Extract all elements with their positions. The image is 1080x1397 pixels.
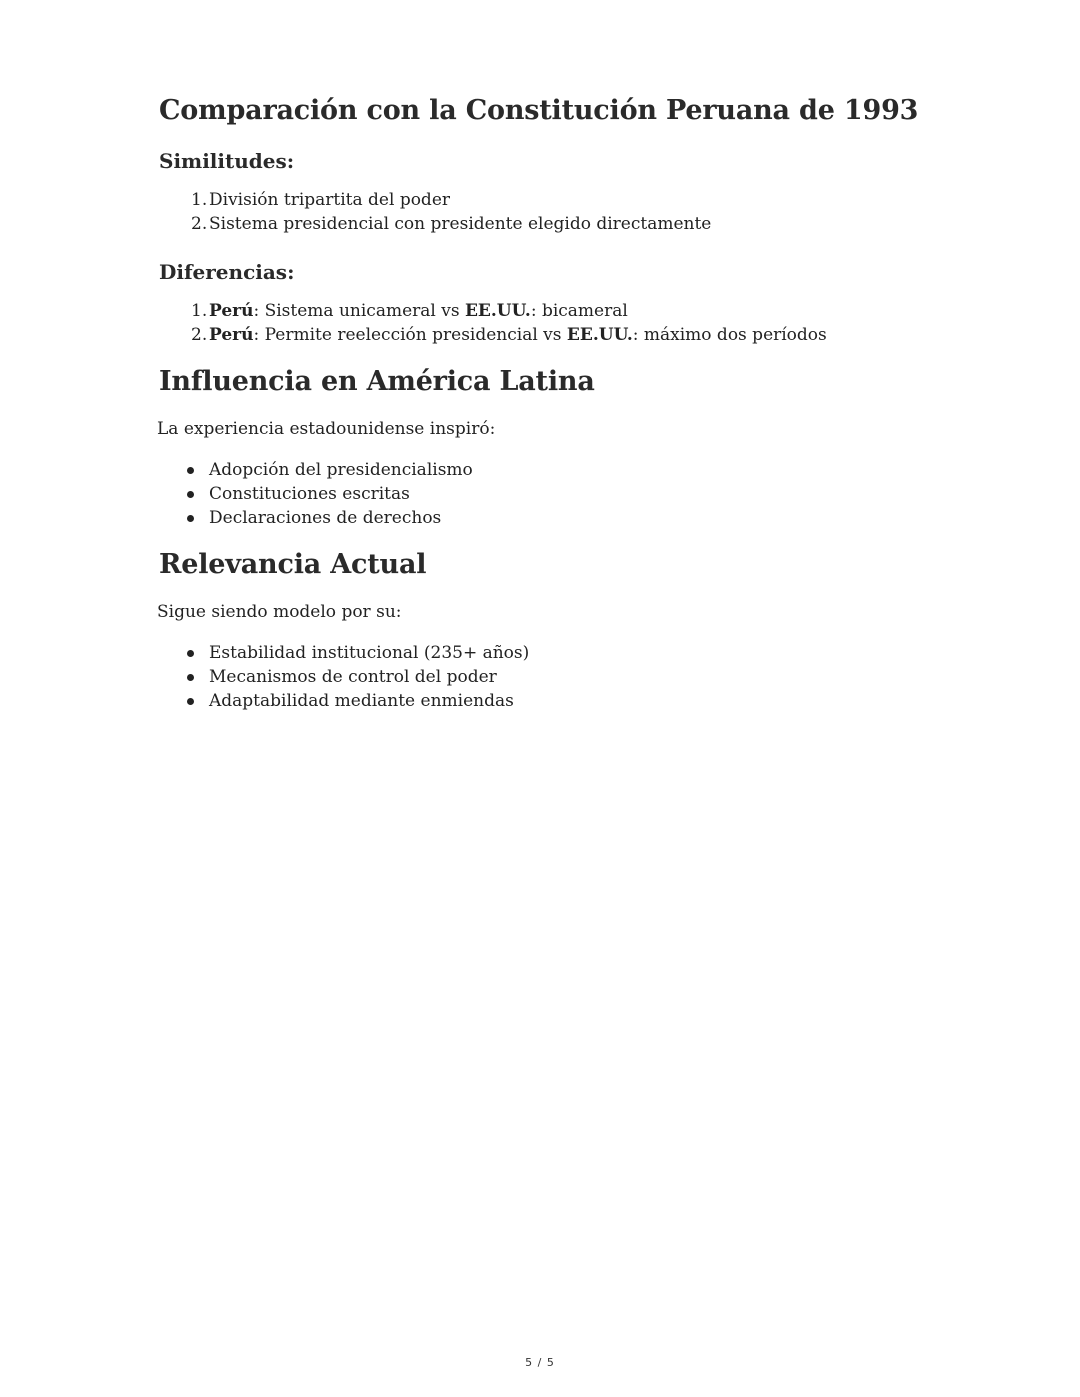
list-item — [157, 188, 997, 212]
bullet-icon — [187, 650, 194, 657]
list-item — [157, 212, 997, 236]
list-item — [157, 689, 997, 713]
bullet-icon — [187, 491, 194, 498]
section-title-comparacion: Comparación con la Constitución Peruana de 1993 — [159, 95, 919, 126]
list-item-text: : máximo dos períodos — [632, 325, 827, 345]
list-item-text: Adaptabilidad mediante enmiendas — [209, 691, 514, 711]
bold-term-peru: Perú — [209, 325, 254, 345]
list-item — [157, 506, 997, 530]
page-number: 5 / 5 — [525, 1356, 555, 1369]
document-content — [157, 92, 997, 713]
bold-term-peru: Perú — [209, 301, 254, 321]
paragraph-influencia: La experiencia estadounidense inspiró: — [157, 419, 496, 439]
bold-term-eeuu: EE.UU. — [464, 301, 531, 321]
list-item — [157, 482, 997, 506]
list-item-text: Sistema presidencial con presidente elegido directamente — [209, 214, 712, 234]
list-item — [157, 641, 997, 665]
bold-term-eeuu: EE.UU. — [566, 325, 633, 345]
list-number: 1. — [191, 301, 208, 321]
influencia-list — [157, 458, 997, 530]
subheading-similitudes: Similitudes: — [159, 149, 295, 173]
list-number: 2. — [191, 214, 208, 234]
relevancia-list — [157, 641, 997, 713]
list-item-text: Constituciones escritas — [209, 484, 410, 504]
list-item — [157, 665, 997, 689]
diferencias-list — [157, 299, 997, 347]
list-item-text: : Sistema unicameral vs — [253, 301, 465, 321]
section-title-relevancia: Relevancia Actual — [159, 549, 427, 580]
subheading-diferencias: Diferencias: — [159, 260, 295, 284]
list-item — [157, 299, 997, 323]
list-item — [157, 323, 997, 347]
bullet-icon — [187, 515, 194, 522]
paragraph-relevancia: Sigue siendo modelo por su: — [157, 602, 402, 622]
section-title-influencia: Influencia en América Latina — [159, 366, 595, 397]
bullet-icon — [187, 698, 194, 705]
list-item — [157, 458, 997, 482]
list-item-text: Declaraciones de derechos — [209, 508, 442, 528]
bullet-icon — [187, 674, 194, 681]
bullet-icon — [187, 467, 194, 474]
list-item-text: Adopción del presidencialismo — [209, 460, 473, 480]
list-item-text: : Permite reelección presidencial vs — [253, 325, 567, 345]
list-item-text: : bicameral — [530, 301, 628, 321]
similitudes-list — [157, 188, 997, 236]
list-number: 2. — [191, 325, 208, 345]
list-item-text: Estabilidad institucional (235+ años) — [209, 643, 530, 663]
list-number: 1. — [191, 190, 208, 210]
list-item-text: División tripartita del poder — [209, 190, 451, 210]
list-item-text: Mecanismos de control del poder — [209, 667, 497, 687]
